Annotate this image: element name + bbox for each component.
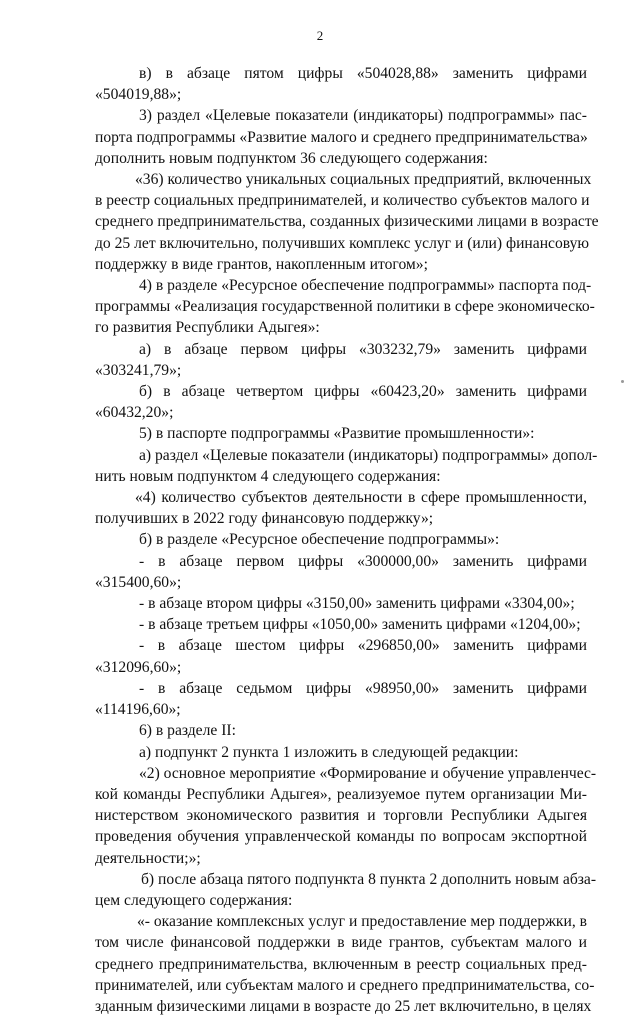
text-line: цем следующего содержания: [95,891,293,909]
text-line: зданным физическими лицами в возрасте до 25 лет включительно, в целях [95,997,592,1015]
text-line: деятельности;»; [95,849,201,867]
text-line: «315400,60»; [95,573,182,591]
text-line: «60432,20»; [95,404,174,422]
text-line: - в абзаце шестом цифры «296850,00» заменить цифрами [139,637,587,655]
text-line: а) подпункт 2 пункта 1 изложить в следующей редакции: [139,743,519,761]
text-line: среднего предпринимательства, включенным в реестр социальных пред- [95,955,587,973]
text-line: проведения обучения управленческой команды по вопросам экспортной [95,828,587,846]
text-line: «114196,60»; [95,701,181,719]
text-line: 3) раздел «Целевые показатели (индикаторы) подпрограммы» пас- [139,107,587,125]
text-line: - в абзаце седьмом цифры «98950,00» заменить цифрами [139,679,587,697]
text-line: «2) основное мероприятие «Формирование и обучение управленчес- [139,764,597,782]
text-line: а) раздел «Целевые показатели (индикаторы) подпрограммы» допол- [139,446,598,464]
text-line: го развития Республики Адыгея»: [95,319,320,337]
text-line: 6) в разделе II: [139,722,236,740]
text-line: б) в абзаце четвертом цифры «60423,20» заменить цифрами [139,383,587,401]
text-line: - в абзаце первом цифры «300000,00» заменить цифрами [139,552,587,570]
text-line: дополнить новым подпунктом 36 следующего содержания: [95,149,488,167]
text-line: в) в абзаце пятом цифры «504028,88» заменить цифрами [139,65,587,82]
text-line: «- оказание комплексных услуг и предоставление мер поддержки, в [137,913,588,931]
text-line: в реестр социальных предпринимателей, и количество субъектов малого и [95,192,590,210]
text-line: программы «Реализация государственной политики в сфере экономическо- [95,298,595,316]
text-line: «36) количество уникальных социальных предприятий, включенных [135,171,592,189]
text-line: том числе финансовой поддержки в виде грантов, субъектам малого и [95,934,587,952]
page-number: 2 [316,28,324,43]
text-line: «312096,60»; [95,658,182,676]
text-line: б) после абзаца пятого подпункта 8 пункта 2 дополнить новым абза- [141,870,597,888]
text-line: 5) в паспорте подпрограммы «Развитие промышленности»: [139,425,535,443]
scan-mark [621,380,624,383]
text-line: «4) количество субъектов деятельности в сфере промышленности, [135,489,587,507]
text-line: до 25 лет включительно, получивших комплекс услуг и (или) финансовую [95,234,590,252]
text-line: нить новым подпунктом 4 следующего содержания: [95,467,441,485]
text-line: нистерством экономического развития и торговли Республики Адыгея [95,807,587,825]
text-line: кой команды Республики Адыгея», реализуемое путем организации Ми- [95,785,587,803]
text-line: поддержку в виде грантов, накопленным итогом»; [95,255,428,273]
text-line: «504019,88»; [95,86,182,104]
document-body [95,63,599,1017]
text-line: принимателей, или субъектам малого и среднего предпринимательства, со- [95,976,595,994]
text-line: - в абзаце втором цифры «3150,00» заменить цифрами «3304,00»; [139,595,575,613]
text-line: б) в разделе «Ресурсное обеспечение подпрограммы»: [139,531,500,549]
text-line: порта подпрограммы «Развитие малого и среднего предпринимательства» [95,128,588,146]
text-line: 4) в разделе «Ресурсное обеспечение подпрограммы» паспорта под- [139,277,592,295]
text-line: получивших в 2022 году финансовую поддержку»; [95,510,434,528]
text-line: «303241,79»; [95,361,182,379]
text-line: - в абзаце третьем цифры «1050,00» заменить цифрами «1204,00»; [139,616,581,634]
text-line: среднего предпринимательства, созданных физическими лицами в возрасте [95,213,599,231]
text-line: а) в абзаце первом цифры «303232,79» заменить цифрами [139,340,587,358]
